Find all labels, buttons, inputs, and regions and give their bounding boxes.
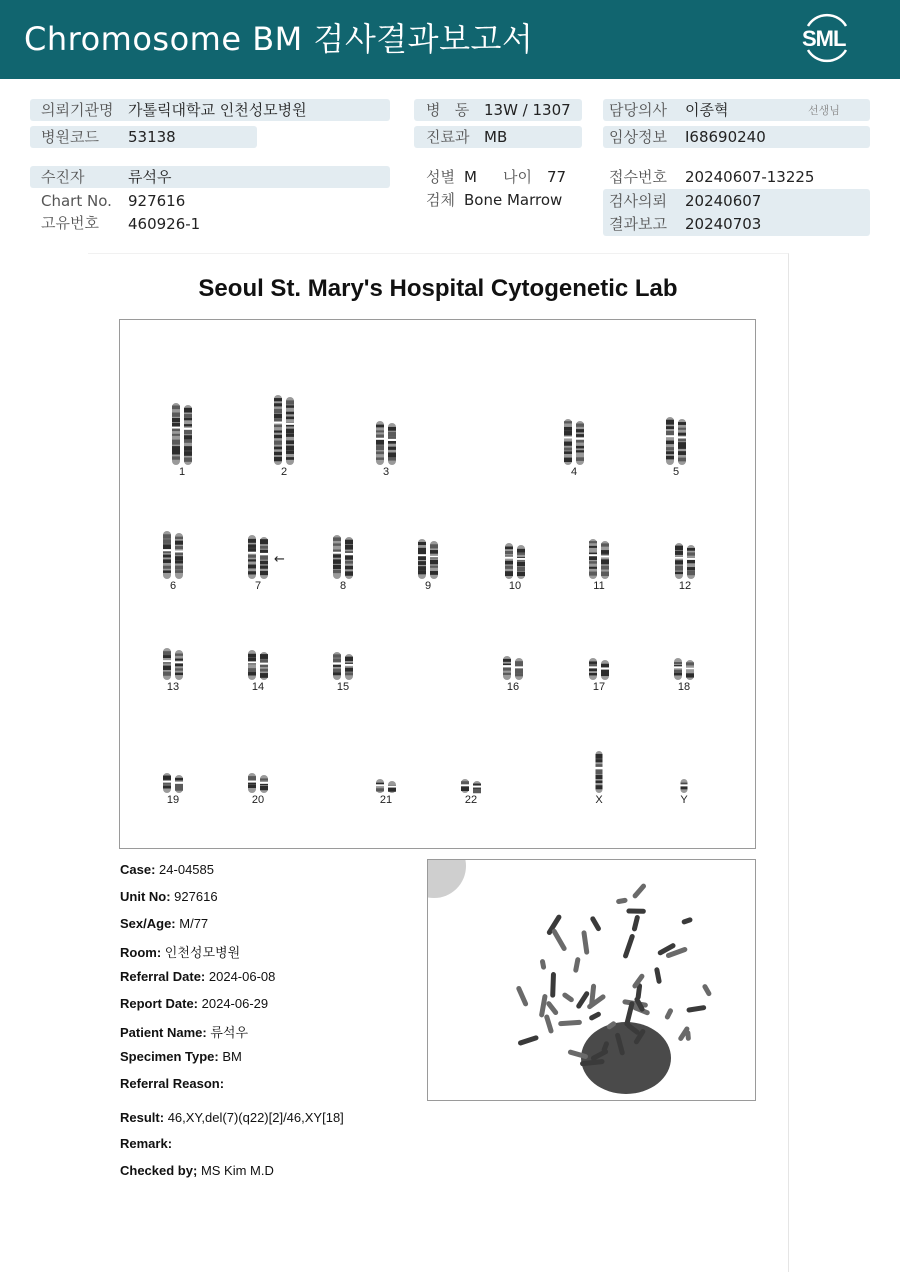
karyotype-panel bbox=[119, 319, 756, 849]
remark-line bbox=[120, 1136, 172, 1151]
metaphase-chromosome bbox=[551, 928, 568, 952]
room-label: Room: bbox=[120, 945, 162, 960]
chromosome-pair-5 bbox=[665, 417, 687, 465]
referral-date-value: 2024-06-08 bbox=[208, 969, 276, 984]
chromosome-label-2: 2 bbox=[280, 466, 288, 478]
chromosome-label-4: 4 bbox=[570, 466, 578, 478]
chromosome-pair-18 bbox=[673, 658, 695, 680]
chart-no-value: 927616 bbox=[128, 192, 186, 210]
chromosome-label-6: 6 bbox=[169, 580, 177, 592]
case-value: 24-04585 bbox=[159, 862, 214, 877]
receipt-value: 20240607-13225 bbox=[685, 168, 815, 186]
patient-name-label: Patient Name: bbox=[120, 1025, 207, 1040]
metaphase-chromosome bbox=[539, 994, 548, 1018]
patient-name-value: 류석우 bbox=[210, 1025, 249, 1040]
chromosome-pair-Y bbox=[680, 779, 689, 793]
chromosome-pair-13 bbox=[162, 648, 184, 680]
chromosome-label-12: 12 bbox=[678, 580, 692, 592]
metaphase-chromosome bbox=[558, 1020, 582, 1027]
receipt-label: 접수번호 bbox=[609, 168, 667, 186]
metaphase-chromosome bbox=[616, 897, 628, 904]
room-line bbox=[120, 942, 240, 961]
karyotype-image bbox=[120, 320, 755, 848]
unique-no-value: 460926-1 bbox=[128, 215, 201, 233]
ward-label: 병 동 bbox=[426, 101, 470, 119]
metaphase-chromosome bbox=[561, 992, 575, 1004]
chromosome-pair-8 bbox=[332, 535, 354, 579]
deletion-arrow-icon: ← bbox=[274, 552, 285, 567]
unique-no-label: 고유번호 bbox=[41, 214, 99, 232]
metaphase-chromosome bbox=[686, 1005, 706, 1013]
chromosome-label-7: 7 bbox=[254, 580, 262, 592]
test-request-value: 20240607 bbox=[685, 192, 762, 210]
specimen-type-label: Specimen Type: bbox=[120, 1049, 219, 1064]
report-date-label: Report Date: bbox=[120, 996, 199, 1011]
referral-reason-label: Referral Reason: bbox=[120, 1076, 225, 1091]
chromosome-pair-17 bbox=[588, 658, 610, 680]
examinee-value: 류석우 bbox=[128, 168, 172, 186]
chromosome-pair-7 bbox=[247, 535, 269, 579]
test-request-label: 검사의뢰 bbox=[609, 192, 667, 210]
chromosome-label-16: 16 bbox=[506, 681, 520, 693]
chromosome-label-X: X bbox=[595, 794, 603, 806]
metaphase-chromosome bbox=[631, 915, 640, 932]
result-line bbox=[120, 1110, 344, 1125]
department-label: 진료과 bbox=[426, 128, 470, 146]
clinical-info-label: 임상정보 bbox=[609, 128, 667, 146]
chromosome-label-19: 19 bbox=[166, 794, 180, 806]
institution-label: 의뢰기관명 bbox=[41, 101, 114, 119]
unit-label: Unit No: bbox=[120, 889, 171, 904]
checked-value: MS Kim M.D bbox=[200, 1163, 274, 1178]
metaphase-chromosome bbox=[550, 972, 556, 998]
chromosome-label-10: 10 bbox=[508, 580, 522, 592]
metaphase-chromosome bbox=[545, 1000, 559, 1016]
result-label: Result: bbox=[120, 1110, 165, 1125]
institution-value: 가톨릭대학교 인천성모병원 bbox=[128, 101, 307, 119]
chromosome-label-22: 22 bbox=[464, 794, 478, 806]
chromosome-label-18: 18 bbox=[677, 681, 691, 693]
chromosome-pair-10 bbox=[504, 543, 526, 579]
doctor-label: 담당의사 bbox=[609, 101, 667, 119]
chromosome-pair-4 bbox=[563, 419, 585, 465]
examinee-label: 수진자 bbox=[41, 168, 85, 186]
metaphase-chromosome bbox=[701, 983, 712, 997]
lab-title: Seoul St. Mary's Hospital Cytogenetic Lab bbox=[198, 275, 678, 302]
chromosome-label-14: 14 bbox=[251, 681, 265, 693]
chromosome-pair-15 bbox=[332, 652, 354, 680]
hospital-code-label: 병원코드 bbox=[41, 128, 99, 146]
ward-value: 13W / 1307 bbox=[484, 101, 571, 119]
unit-line bbox=[120, 889, 218, 904]
chromosome-pair-X bbox=[595, 751, 604, 793]
chromosome-pair-22 bbox=[460, 779, 482, 793]
metaphase-chromosome bbox=[632, 883, 647, 900]
metaphase-panel bbox=[427, 859, 756, 1101]
patient-name-line bbox=[120, 1022, 248, 1041]
chromosome-label-20: 20 bbox=[251, 794, 265, 806]
remark-label: Remark: bbox=[120, 1136, 173, 1151]
unit-value: 927616 bbox=[174, 889, 218, 904]
doctor-value: 이종혁 bbox=[685, 101, 729, 119]
referral-reason-line bbox=[120, 1076, 224, 1091]
hospital-code-value: 53138 bbox=[128, 128, 176, 146]
report-date-line bbox=[120, 996, 268, 1011]
sexage-value: M/77 bbox=[179, 916, 209, 931]
metaphase-chromosome bbox=[573, 957, 581, 973]
age-value: 77 bbox=[547, 168, 567, 186]
header-bar bbox=[0, 0, 900, 79]
chromosome-label-3: 3 bbox=[382, 466, 390, 478]
chromosome-pair-20 bbox=[247, 773, 269, 793]
chromosome-label-1: 1 bbox=[178, 466, 186, 478]
chromosome-label-21: 21 bbox=[379, 794, 393, 806]
report-title: Chromosome BM 검사결과보고서 bbox=[24, 20, 534, 58]
room-value: 인천성모병원 bbox=[164, 945, 241, 960]
specimen-value: Bone Marrow bbox=[464, 191, 563, 209]
metaphase-chromosome bbox=[544, 1014, 554, 1034]
metaphase-chromosome bbox=[626, 908, 646, 913]
chromosome-label-5: 5 bbox=[672, 466, 680, 478]
sexage-line bbox=[120, 916, 208, 931]
metaphase-chromosome bbox=[685, 1030, 691, 1041]
chromosome-pair-3 bbox=[375, 421, 397, 465]
referral-date-label: Referral Date: bbox=[120, 969, 206, 984]
cell-fragment bbox=[428, 860, 466, 898]
chromosome-label-15: 15 bbox=[336, 681, 350, 693]
chromosome-pair-14 bbox=[247, 650, 269, 680]
metaphase-chromosome bbox=[589, 915, 601, 932]
specimen-type-value: BM bbox=[222, 1049, 242, 1064]
case-label: Case: bbox=[120, 862, 156, 877]
logo-text: SML bbox=[802, 26, 846, 51]
chromosome-label-9: 9 bbox=[424, 580, 432, 592]
chromosome-pair-6 bbox=[162, 531, 184, 579]
chromosome-label-8: 8 bbox=[339, 580, 347, 592]
chromosome-label-13: 13 bbox=[166, 681, 180, 693]
metaphase-chromosome bbox=[581, 930, 589, 955]
chromosome-label-17: 17 bbox=[592, 681, 606, 693]
sex-value: M bbox=[464, 168, 477, 186]
checked-line bbox=[120, 1163, 274, 1178]
referral-date-line bbox=[120, 969, 275, 984]
metaphase-chromosome bbox=[515, 985, 528, 1007]
age-label: 나이 bbox=[503, 168, 532, 186]
chromosome-label-Y: Y bbox=[680, 794, 688, 806]
metaphase-image bbox=[428, 860, 755, 1100]
clinical-info-value: I68690240 bbox=[685, 128, 766, 146]
case-line bbox=[120, 862, 214, 877]
doctor-suffix: 선생님 bbox=[808, 104, 840, 117]
metaphase-chromosome bbox=[622, 933, 635, 959]
chromosome-pair-16 bbox=[502, 656, 524, 680]
specimen-label: 검체 bbox=[426, 191, 455, 209]
sexage-label: Sex/Age: bbox=[120, 916, 176, 931]
chromosome-pair-21 bbox=[375, 779, 397, 793]
metaphase-chromosome bbox=[681, 917, 693, 925]
checked-label: Checked by; bbox=[120, 1163, 198, 1178]
sex-label: 성별 bbox=[426, 168, 455, 186]
chromosome-pair-1 bbox=[171, 403, 193, 465]
result-report-value: 20240703 bbox=[685, 215, 762, 233]
metaphase-chromosome bbox=[586, 993, 606, 1010]
result-value: 46,XY,del(7)(q22)[2]/46,XY[18] bbox=[167, 1110, 344, 1125]
chromosome-label-11: 11 bbox=[593, 580, 605, 592]
chart-no-label: Chart No. bbox=[41, 192, 112, 210]
chromosome-pair-12 bbox=[674, 543, 696, 579]
sml-logo bbox=[798, 12, 856, 64]
metaphase-chromosome bbox=[517, 1035, 539, 1046]
chromosome-pair-11 bbox=[588, 539, 610, 579]
specimen-type-line bbox=[120, 1049, 242, 1064]
report-date-value: 2024-06-29 bbox=[201, 996, 269, 1011]
metaphase-chromosome bbox=[654, 967, 662, 984]
department-value: MB bbox=[484, 128, 508, 146]
result-report-label: 결과보고 bbox=[609, 215, 667, 233]
chromosome-pair-2 bbox=[273, 395, 295, 465]
metaphase-chromosome bbox=[664, 1007, 674, 1020]
chromosome-pair-9 bbox=[417, 539, 439, 579]
metaphase-chromosome bbox=[588, 1011, 602, 1021]
chromosome-pair-19 bbox=[162, 773, 184, 793]
metaphase-chromosome bbox=[540, 959, 547, 970]
